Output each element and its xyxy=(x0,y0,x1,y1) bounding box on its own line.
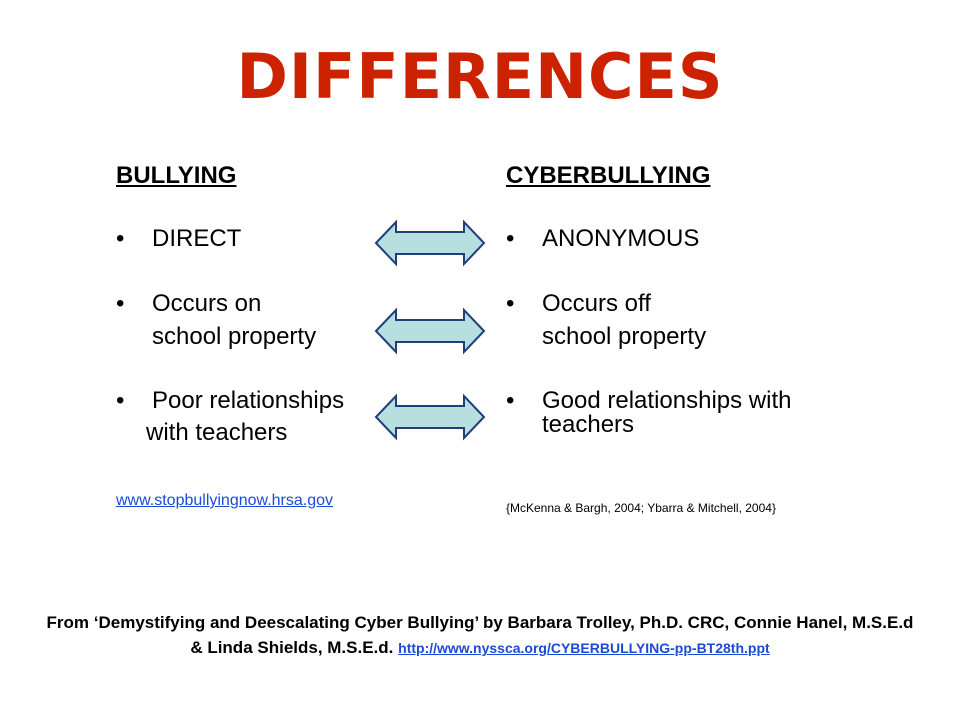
bullet-dot: • xyxy=(506,387,515,414)
right-bullet-2-text: Occurs off xyxy=(542,290,651,317)
left-bullet-3-cont: with teachers xyxy=(146,419,288,446)
left-bullet-3-text: Poor relationships xyxy=(152,387,345,414)
bullet-dot: • xyxy=(506,225,515,252)
bullet-dot: • xyxy=(116,290,125,317)
right-bullet-3-text: Good relationships with xyxy=(542,387,792,414)
source-footer xyxy=(40,610,920,661)
bullying-heading: BULLYING xyxy=(116,162,237,189)
cyberbullying-heading: CYBERBULLYING xyxy=(506,162,711,189)
footer-text: From ‘Demystifying and Deescalating Cyber Bullying’ by Barbara Trolley, Ph.D. CRC, Connie Hanel, M.S.E.d & Linda Shields, M.S.E.d. xyxy=(46,613,914,657)
right-bullet-1-text: ANONYMOUS xyxy=(542,225,700,252)
double-arrow-icon xyxy=(374,306,486,356)
slide-title: DIFFERENCES xyxy=(236,40,724,113)
left-bullet-1-text: DIRECT xyxy=(152,225,242,252)
left-bullet-2-text: Occurs on xyxy=(152,290,262,317)
citation: {McKenna & Bargh, 2004; Ybarra & Mitchell, 2004} xyxy=(506,501,776,515)
right-bullet-2-cont: school property xyxy=(542,323,707,350)
bullet-dot: • xyxy=(506,290,515,317)
left-bullet-2-cont: school property xyxy=(152,323,317,350)
double-arrow-icon xyxy=(374,218,486,268)
bullet-dot: • xyxy=(116,225,125,252)
source-link[interactable]: http://www.nyssca.org/CYBERBULLYING-pp-BT28th.ppt xyxy=(398,640,770,656)
double-arrow-icon xyxy=(374,392,486,442)
bullet-dot: • xyxy=(116,387,125,414)
right-bullet-3-cont: teachers xyxy=(542,411,635,438)
stopbullying-link[interactable]: www.stopbullyingnow.hrsa.gov xyxy=(116,492,334,509)
